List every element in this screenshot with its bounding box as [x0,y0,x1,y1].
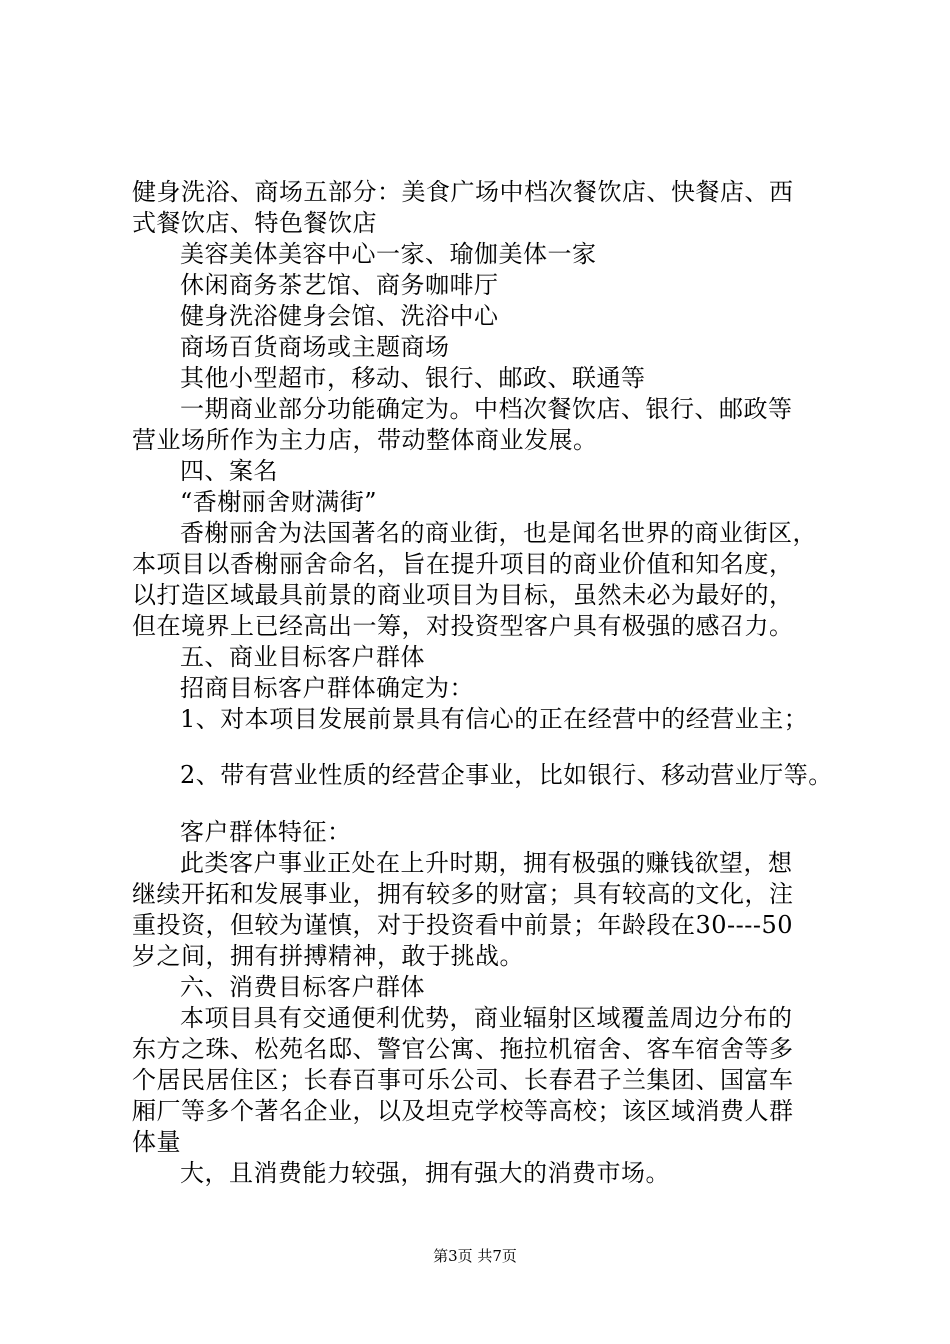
page-number-footer: 第3页 共7页 [433,1247,517,1265]
list-item: 1、对本项目发展前景具有信心的正在经营中的经营业主； [180,705,809,733]
text-line: 继续开拓和发展事业，拥有较多的财富；具有较高的文化，注 [132,880,794,908]
text-line: 此类客户事业正处在上升时期，拥有极强的赚钱欲望，想 [180,849,793,877]
text-line: 但在境界上已经高出一筹，对投资型客户具有极强的感召力。 [132,612,794,640]
text-line: 大，且消费能力较强，拥有强大的消费市场。 [180,1159,670,1187]
section-heading: 五、商业目标客户群体 [180,643,425,671]
text-line: 体量 [132,1128,181,1156]
text-line: 东方之珠、松苑名邸、警官公寓、拖拉机宿舍、客车宿舍等多 [132,1035,794,1063]
text-line: 式餐饮店、特色餐饮店 [132,209,377,237]
text-line: 健身洗浴、商场五部分：美食广场中档次餐饮店、快餐店、西 [132,178,794,206]
text-line: 厢厂等多个著名企业，以及坦克学校等高校；该区域消费人群 [132,1097,794,1125]
text-line: 一期商业部分功能确定为。中档次餐饮店、银行、邮政等 [180,395,793,423]
text-line: 本项目以香榭丽舍命名，旨在提升项目的商业价值和知名度， [132,550,794,578]
text-line: 重投资，但较为谨慎，对于投资看中前景；年龄段在30----50 [132,911,794,939]
text-line: 商场百货商场或主题商场 [180,333,450,361]
text-line: 岁之间，拥有拼搏精神，敢于挑战。 [132,942,524,970]
text-line: 其他小型超市，移动、银行、邮政、联通等 [180,364,646,392]
text-line: 美容美体美容中心一家、瑜伽美体一家 [180,240,597,268]
section-heading: 六、消费目标客户群体 [180,973,425,1001]
text-line: 休闲商务茶艺馆、商务咖啡厅 [180,271,499,299]
text-line: 个居民居住区；长春百事可乐公司、长春君子兰集团、国富车 [132,1066,794,1094]
text-line: 健身洗浴健身会馆、洗浴中心 [180,302,499,330]
text-line: 本项目具有交通便利优势，商业辐射区域覆盖周边分布的 [180,1004,793,1032]
list-item: 2、带有营业性质的经营企事业，比如银行、移动营业厅等。 [180,761,833,789]
text-line: 营业场所作为主力店，带动整体商业发展。 [132,426,598,454]
section-heading: 四、案名 [180,457,278,485]
text-line: 招商目标客户群体确定为： [180,674,474,702]
text-line: 以打造区域最具前景的商业项目为目标，虽然未必为最好的， [132,581,794,609]
text-line: 香榭丽舍为法国著名的商业街，也是闻名世界的商业街区， [180,519,817,547]
text-line: 客户群体特征： [180,818,352,846]
project-name: “香榭丽舍财满街” [180,488,378,516]
